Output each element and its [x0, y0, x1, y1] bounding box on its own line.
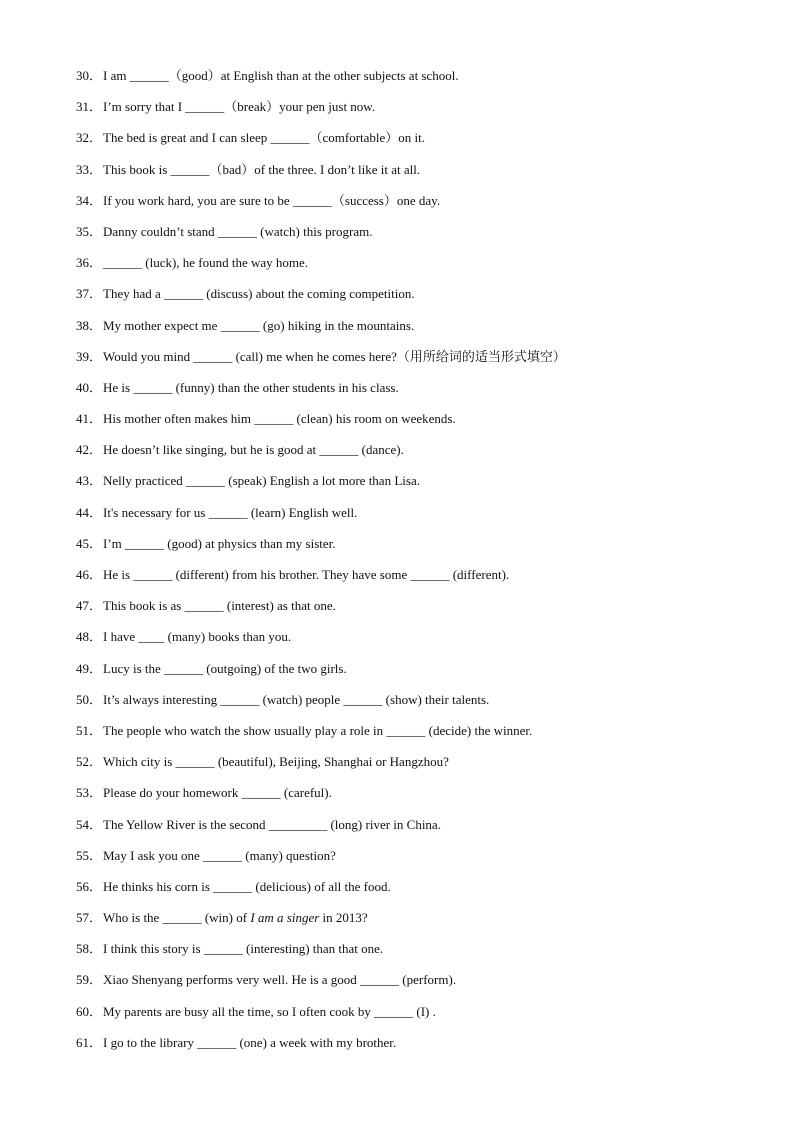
question-number: 55． [76, 847, 103, 863]
question-number: 57． [76, 910, 103, 926]
question-text: I go to the library ______ (one) a week with my brother. [103, 1034, 397, 1050]
question-item [76, 284, 766, 315]
question-number: 53． [76, 785, 103, 801]
question-item [76, 66, 766, 97]
question-text: It’s always interesting ______ (watch) people ______ (show) their talents. [103, 691, 490, 707]
question-number: 61． [76, 1034, 103, 1050]
question-number: 38． [76, 317, 103, 333]
question-item [76, 721, 766, 752]
question-item [76, 534, 766, 565]
question-item [76, 939, 766, 970]
question-item [76, 191, 766, 222]
question-item [76, 970, 766, 1001]
question-number: 50． [76, 691, 103, 707]
question-text: ______ (luck), he found the way home. [103, 255, 309, 271]
question-text: He is ______ (funny) than the other students in his class. [103, 379, 399, 395]
question-text: I’m ______ (good) at physics than my sister. [103, 535, 336, 551]
question-number: 40． [76, 379, 103, 395]
question-number: 58． [76, 941, 103, 957]
question-number: 43． [76, 473, 103, 489]
question-number: 44． [76, 504, 103, 520]
question-item [76, 1002, 766, 1033]
question-item [76, 659, 766, 690]
question-number: 51． [76, 722, 103, 738]
question-number: 32． [76, 130, 103, 146]
question-text: I think this story is ______ (interesting) than that one. [103, 941, 384, 957]
question-item [76, 316, 766, 347]
question-item [76, 752, 766, 783]
question-item [76, 160, 766, 191]
question-item [76, 908, 766, 939]
question-number: 36． [76, 255, 103, 271]
question-item [76, 409, 766, 440]
question-number: 60． [76, 1003, 103, 1019]
question-number: 52． [76, 754, 103, 770]
question-item [76, 627, 766, 658]
question-item [76, 503, 766, 534]
question-number: 42． [76, 442, 103, 458]
question-text: If you work hard, you are sure to be ______（success）one day. [103, 192, 441, 208]
question-text: Lucy is the ______ (outgoing) of the two girls. [103, 660, 347, 676]
question-text: Nelly practiced ______ (speak) English a lot more than Lisa. [103, 473, 420, 489]
question-number: 48． [76, 629, 103, 645]
question-item [76, 596, 766, 627]
question-text: My parents are busy all the time, so I often cook by ______ (I) . [103, 1003, 436, 1019]
question-number: 33． [76, 161, 103, 177]
question-text: I am ______（good）at English than at the other subjects at school. [103, 68, 459, 83]
question-item [76, 222, 766, 253]
question-text: He doesn’t like singing, but he is good at ______ (dance). [103, 442, 404, 458]
question-number: 31． [76, 99, 103, 115]
question-number: 56． [76, 878, 103, 894]
question-text: Danny couldn’t stand ______ (watch) this program. [103, 223, 373, 239]
question-text: My mother expect me ______ (go) hiking in the mountains. [103, 317, 415, 333]
question-item [76, 815, 766, 846]
question-text: I have ____ (many) books than you. [103, 629, 292, 645]
question-text: This book is ______（bad）of the three. I don’t like it at all. [103, 161, 421, 177]
question-text: It's necessary for us ______ (learn) English well. [103, 504, 358, 520]
question-text: This book is as ______ (interest) as that one. [103, 598, 336, 614]
question-text: I’m sorry that I ______（break）your pen just now. [103, 99, 376, 115]
question-item [76, 846, 766, 877]
question-item [76, 253, 766, 284]
question-number: 47． [76, 598, 103, 614]
question-text: Please do your homework ______ (careful). [103, 785, 332, 801]
question-number: 59． [76, 972, 103, 988]
question-item [76, 471, 766, 502]
question-number: 34． [76, 192, 103, 208]
question-text: They had a ______ (discuss) about the coming competition. [103, 286, 415, 302]
question-item [76, 128, 766, 159]
question-list [76, 66, 766, 1064]
question-text: Xiao Shenyang performs very well. He is a good ______ (perform). [103, 972, 457, 988]
question-number: 49． [76, 660, 103, 676]
question-item [76, 347, 766, 378]
show-title: I am a singer [250, 910, 320, 926]
question-item [76, 690, 766, 721]
question-number: 54． [76, 816, 103, 832]
question-text [103, 910, 368, 925]
question-item [76, 440, 766, 471]
question-item [76, 97, 766, 128]
question-text: May I ask you one ______ (many) question? [103, 847, 336, 863]
question-number: 45． [76, 535, 103, 551]
question-number: 37． [76, 286, 103, 302]
question-item [76, 783, 766, 814]
question-text: He thinks his corn is ______ (delicious) of all the food. [103, 878, 391, 894]
question-text: His mother often makes him ______ (clean) his room on weekends. [103, 411, 456, 427]
question-item [76, 1033, 766, 1064]
question-number: 35． [76, 223, 103, 239]
question-text: Which city is ______ (beautiful), Beijing, Shanghai or Hangzhou? [103, 754, 449, 770]
question-item [76, 877, 766, 908]
question-number: 41． [76, 411, 103, 427]
question-text: The bed is great and I can sleep ______（comfortable）on it. [103, 130, 426, 146]
question-number: 39． [76, 348, 103, 364]
question-item [76, 565, 766, 596]
question-number: 46． [76, 567, 103, 582]
question-text-pre: Who is the ______ (win) of [103, 910, 251, 926]
question-number: 30． [76, 68, 103, 83]
question-text: The Yellow River is the second _________ (long) river in China. [103, 816, 441, 832]
question-text: The people who watch the show usually play a role in ______ (decide) the winner. [103, 722, 533, 738]
question-text-post: in 2013? [319, 910, 368, 926]
question-item [76, 378, 766, 409]
question-text: He is ______ (different) from his brother. They have some ______ (different). [103, 567, 510, 582]
question-text: Would you mind ______ (call) me when he comes here?（用所给词的适当形式填空） [103, 348, 566, 364]
